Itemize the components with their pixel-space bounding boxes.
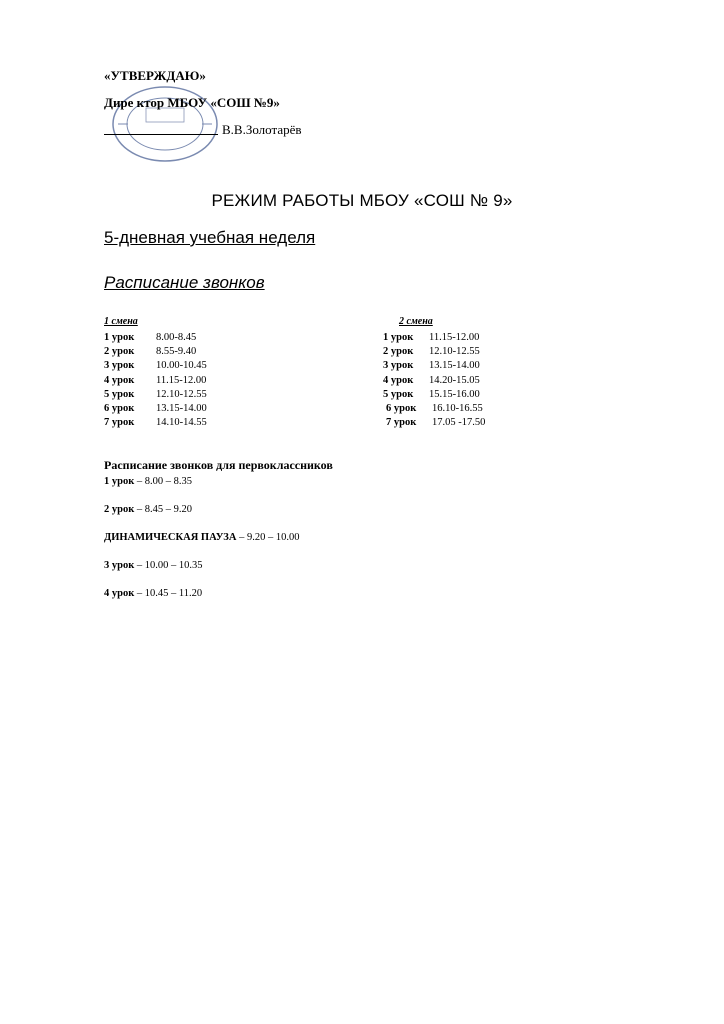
lesson-row: 3 урок 13.15-14.00	[383, 360, 480, 372]
lesson-row: 4 урок 14.20-15.05	[383, 374, 480, 386]
shift1-title: 1 смена	[104, 316, 138, 327]
signer-name: В.В.Золотарёв	[222, 122, 302, 137]
lesson-row: 2 урок 8.55-9.40	[104, 346, 197, 358]
page-title: РЕЖИМ РАБОТЫ МБОУ «СОШ № 9»	[211, 191, 513, 210]
lesson-row: 5 урок 15.15-16.00	[383, 388, 480, 400]
first-graders-title: Расписание звонков для первоклассников	[104, 458, 333, 472]
lesson-row: 7 урок 17.05 -17.50	[386, 417, 486, 429]
signature-line	[104, 134, 218, 135]
lesson-row: 2 урок 12.10-12.55	[383, 346, 480, 358]
shift1-schedule	[104, 331, 207, 430]
dynamic-pause: ДИНАМИЧЕСКАЯ ПАУЗА – 9.20 – 10.00	[104, 532, 300, 543]
first-graders-lesson-1: 1 урок – 8.00 – 8.35	[104, 476, 193, 487]
lesson-row: 6 урок 13.15-14.00	[104, 402, 207, 414]
lesson-row: 1 урок 8.00-8.45	[104, 332, 197, 343]
director-label: Дире ктор МБОУ «СОШ №9»	[104, 95, 280, 110]
shift2-schedule	[383, 331, 485, 430]
lesson-row: 7 урок 14.10-14.55	[104, 417, 207, 429]
lesson-row: 5 урок 12.10-12.55	[104, 388, 207, 400]
first-graders-lesson-4: 4 урок – 10.45 – 11.20	[104, 588, 203, 599]
week-subtitle: 5-дневная учебная неделя	[104, 228, 316, 247]
lesson-row: 6 урок 16.10-16.55	[386, 402, 483, 414]
first-graders-lesson-2: 2 урок – 8.45 – 9.20	[104, 504, 193, 515]
lesson-row: 4 урок 11.15-12.00	[104, 374, 207, 386]
approve-label: «УТВЕРЖДАЮ»	[104, 68, 206, 83]
lesson-row: 1 урок 11.15-12.00	[383, 332, 480, 343]
shift2-title: 2 смена	[399, 316, 433, 327]
lesson-row: 3 урок 10.00-10.45	[104, 360, 207, 372]
bells-title: Расписание звонков	[104, 273, 265, 292]
first-graders-lesson-3: 3 урок – 10.00 – 10.35	[104, 560, 203, 571]
